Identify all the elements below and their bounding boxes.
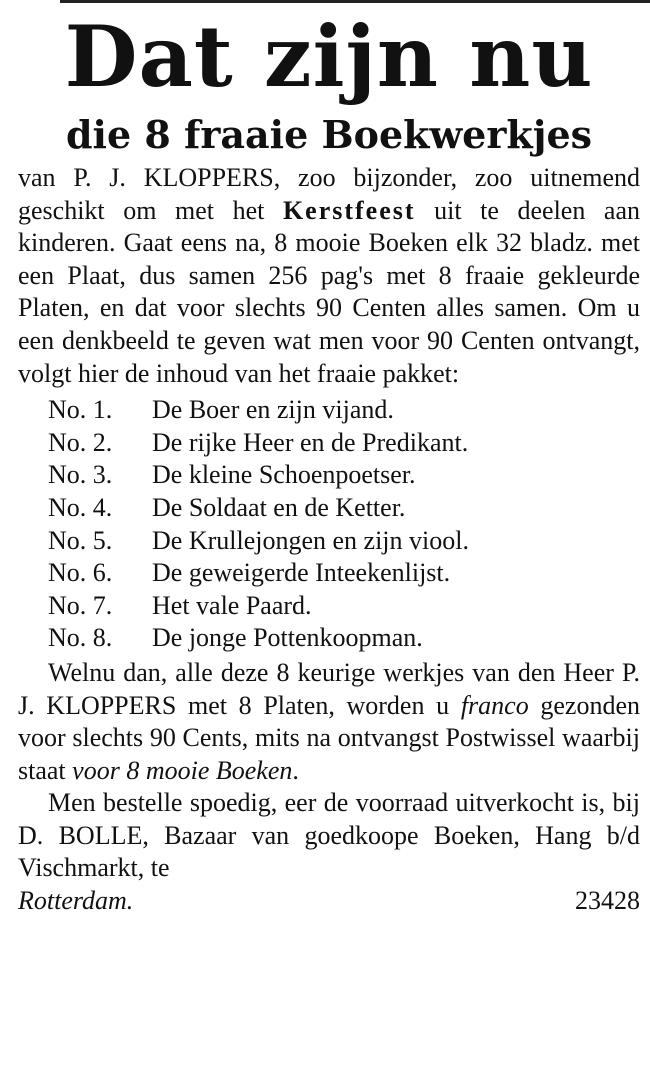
book-title: De Boer en zijn vijand. — [152, 395, 394, 425]
offer-text-1: Welnu dan, alle deze 8 keurige werkjes van den Heer P. J. KLOPPERS met 8 Platen, worden u — [18, 657, 640, 720]
list-item — [18, 492, 640, 525]
order-paragraph: Men bestelle spoedig, eer de voorraad uitverkocht is, bij D. BOLLE, Bazaar van goedkoope Boeken, Hang b/d Vischmarkt, te — [18, 788, 640, 883]
advertisement — [18, 6, 640, 918]
book-number: No. 7. — [48, 590, 113, 620]
book-title: De kleine Schoenpoetser. — [152, 460, 416, 490]
book-number: No. 3. — [48, 460, 113, 490]
book-list — [18, 394, 640, 655]
list-item — [18, 427, 640, 460]
offer-paragraph — [18, 657, 640, 787]
list-item — [18, 557, 640, 590]
list-item — [18, 459, 640, 492]
subheadline: die 8 fraaie Boekwerkjes — [65, 112, 593, 157]
book-number: No. 8. — [48, 623, 113, 653]
closing-line — [18, 885, 640, 918]
list-item — [18, 525, 640, 558]
offer-text-2: gezonden voor slechts 90 Cents, mits na ontvangst Postwissel waarbij staat — [18, 690, 640, 785]
book-title: De Soldaat en de Ketter. — [152, 492, 406, 522]
book-title: De jonge Pottenkoopman. — [152, 623, 423, 653]
book-title: De geweigerde Inteekenlijst. — [152, 558, 451, 588]
reference-number: 23428 — [575, 886, 640, 916]
book-number: No. 5. — [48, 525, 113, 555]
book-number: No. 4. — [48, 492, 113, 522]
book-title: De rijke Heer en de Predikant. — [152, 427, 469, 457]
book-title: De Krullejongen en zijn viool. — [152, 525, 469, 555]
top-rule — [60, 0, 650, 3]
list-item — [18, 622, 640, 655]
headline: Dat zijn nu — [64, 7, 594, 106]
list-item — [18, 590, 640, 623]
intro-text-2: uit te deelen aan kinderen. Gaat eens na, 8 mooie Boeken elk 32 bladz. met een Plaat, dus samen 256 pag's met 8 fraaie gekleurde Platen, en dat voor slechts 90 Centen alles samen. Om u een denkbeeld te geven wat men voor 90 Centen ontvangt, volgt hier de inhoud van het fraaie pakket: — [18, 195, 640, 388]
kerstfeest-emphasis: Kerstfeest — [282, 195, 416, 225]
intro-paragraph — [18, 162, 640, 390]
postwissel-note: voor 8 mooie Boeken — [72, 755, 293, 785]
book-number: No. 2. — [48, 427, 113, 457]
book-number: No. 1. — [48, 395, 113, 425]
city: Rotterdam. — [18, 886, 134, 916]
offer-text-3: . — [292, 755, 299, 785]
franco-word: franco — [460, 690, 529, 720]
list-item — [18, 394, 640, 427]
book-title: Het vale Paard. — [152, 590, 312, 620]
intro-text-1: van P. J. KLOPPERS, zoo bijzonder, zoo uitnemend geschikt om met het — [18, 163, 640, 225]
book-number: No. 6. — [48, 558, 113, 588]
